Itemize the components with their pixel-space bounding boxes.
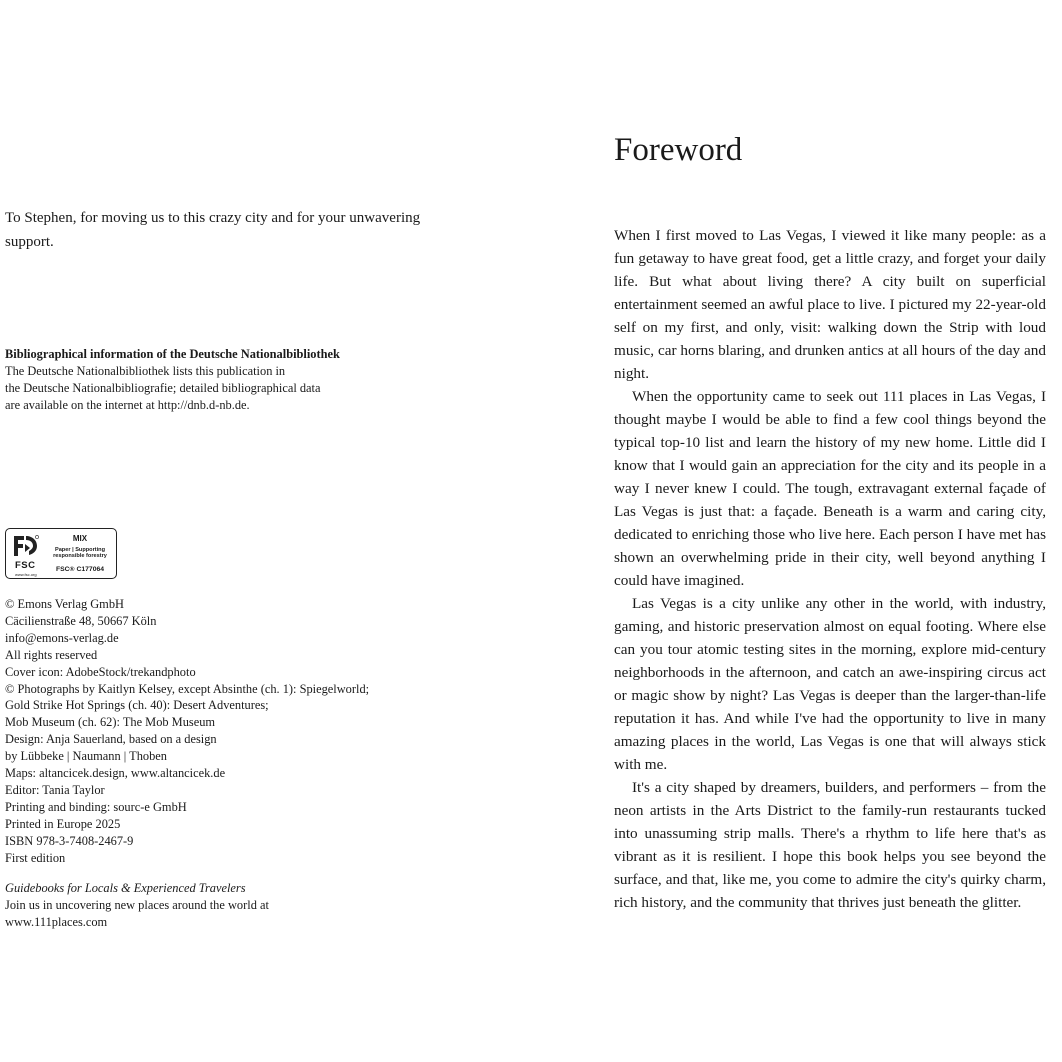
imprint-line: Mob Museum (ch. 62): The Mob Museum — [5, 715, 216, 730]
imprint-line: Maps: altancicek.design, www.altancicek.de — [5, 766, 226, 781]
imprint-line: Cover icon: AdobeStock/trekandphoto — [5, 664, 196, 679]
imprint-line: info@emons-verlag.de — [5, 630, 119, 645]
page-title: Foreword — [614, 132, 743, 168]
series-name: Guidebooks for Locals & Experienced Travelers — [5, 881, 246, 895]
imprint-line: Editor: Tania Taylor — [5, 782, 105, 797]
fsc-url: www.fsc.org — [15, 572, 37, 577]
paragraph: It's a city shaped by dreamers, builders, and performers – from the neon artists in the Arts District to the family-run restaurants tucked into unassuming strip malls. There's a rhythm to life here that's as vibrant as it is resilient. I hope this book helps you see beyond the surface, and that, like me, you come to admire the city's quirky charm, rich history, and the community that thrives just beneath the glitter. — [614, 779, 1046, 911]
fsc-logo-text: FSC — [15, 560, 36, 571]
paragraph: Las Vegas is a city unlike any other in the world, with industry, gaming, and historic preservation almost on equal footing. Where else can you tour atomic testing sites in the morning, explore mid-century neighborhoods in the afternoon, and catch an awe-inspiring circus act or magic show by night? Las Vegas is deeper than the larger-than-life reputation it has. And while I've had the opportunity to live in many amazing places in the world, Las Vegas is one that will always stick with me. — [614, 595, 1046, 773]
imprint-line: Cäcilienstraße 48, 50667 Köln — [5, 613, 157, 628]
imprint — [5, 596, 425, 867]
imprint-line: Gold Strike Hot Springs (ch. 40): Desert Adventures; — [5, 698, 269, 713]
paragraph: When the opportunity came to seek out 111 places in Las Vegas, I thought maybe I would be able to find a few cool things beyond the typical top-10 list and learn the history of my new home. Little did I know that I would gain an appreciation for the city and its people in a way I never knew I could. The tough, extravagant external façade of Las Vegas is just that: a façade. Beneath is a warm and caring city, dedicated to enriching those who live here. Each person I have met has shown an overwhelming pride in their city, well beyond anything I could have imagined. — [614, 388, 1046, 589]
right-page — [614, 0, 1046, 1062]
imprint-line: Printing and binding: sourc-e GmbH — [5, 799, 187, 814]
fsc-label — [5, 528, 117, 579]
tagline-line: Join us in uncovering new places around the world at — [5, 898, 269, 912]
foreword-body — [614, 224, 1046, 914]
fsc-mix: MIX — [72, 534, 88, 543]
dedication: To Stephen, for moving us to this crazy city and for your unwavering support. — [5, 210, 421, 250]
tagline-url: www.111places.com — [5, 915, 108, 929]
imprint-line: Design: Anja Sauerland, based on a design — [5, 732, 217, 747]
imprint-line: ISBN 978-3-7408-2467-9 — [5, 833, 134, 848]
imprint-line: © Emons Verlag GmbH — [5, 597, 124, 611]
series-tagline — [5, 880, 425, 931]
bibliographic-info — [5, 346, 345, 414]
bibliographic-line: the Deutsche Nationalbibliografie; detailed bibliographical data — [5, 381, 321, 395]
left-page — [5, 0, 445, 1062]
bibliographic-line: are available on the internet at http://dnb.d-nb.de. — [5, 398, 250, 412]
imprint-line: © Photographs by Kaitlyn Kelsey, except Absinthe (ch. 1): Spiegelworld; — [5, 681, 370, 696]
imprint-line: Printed in Europe 2025 — [5, 816, 121, 831]
imprint-line: All rights reserved — [5, 647, 98, 662]
bibliographic-heading: Bibliographical information of the Deutsche Nationalbibliothek — [5, 347, 340, 361]
imprint-line: First edition — [5, 850, 66, 865]
imprint-line: by Lübbeke | Naumann | Thoben — [5, 749, 167, 764]
fsc-description: Paper | Supporting responsible forestry — [53, 547, 107, 560]
bibliographic-line: The Deutsche Nationalbibliothek lists this publication in — [5, 364, 286, 378]
fsc-code: FSC® C177064 — [55, 566, 105, 573]
paragraph: When I first moved to Las Vegas, I viewed it like many people: as a fun getaway to have great food, get a little crazy, and forget your daily life. But what about living there? A city built on superficial entertainment seemed an awful place to live. I pictured my 22-year-old self on my first, and only, visit: walking down the Strip with loud music, car horns blaring, and drunken antics at all hours of the day and night. — [614, 227, 1046, 382]
